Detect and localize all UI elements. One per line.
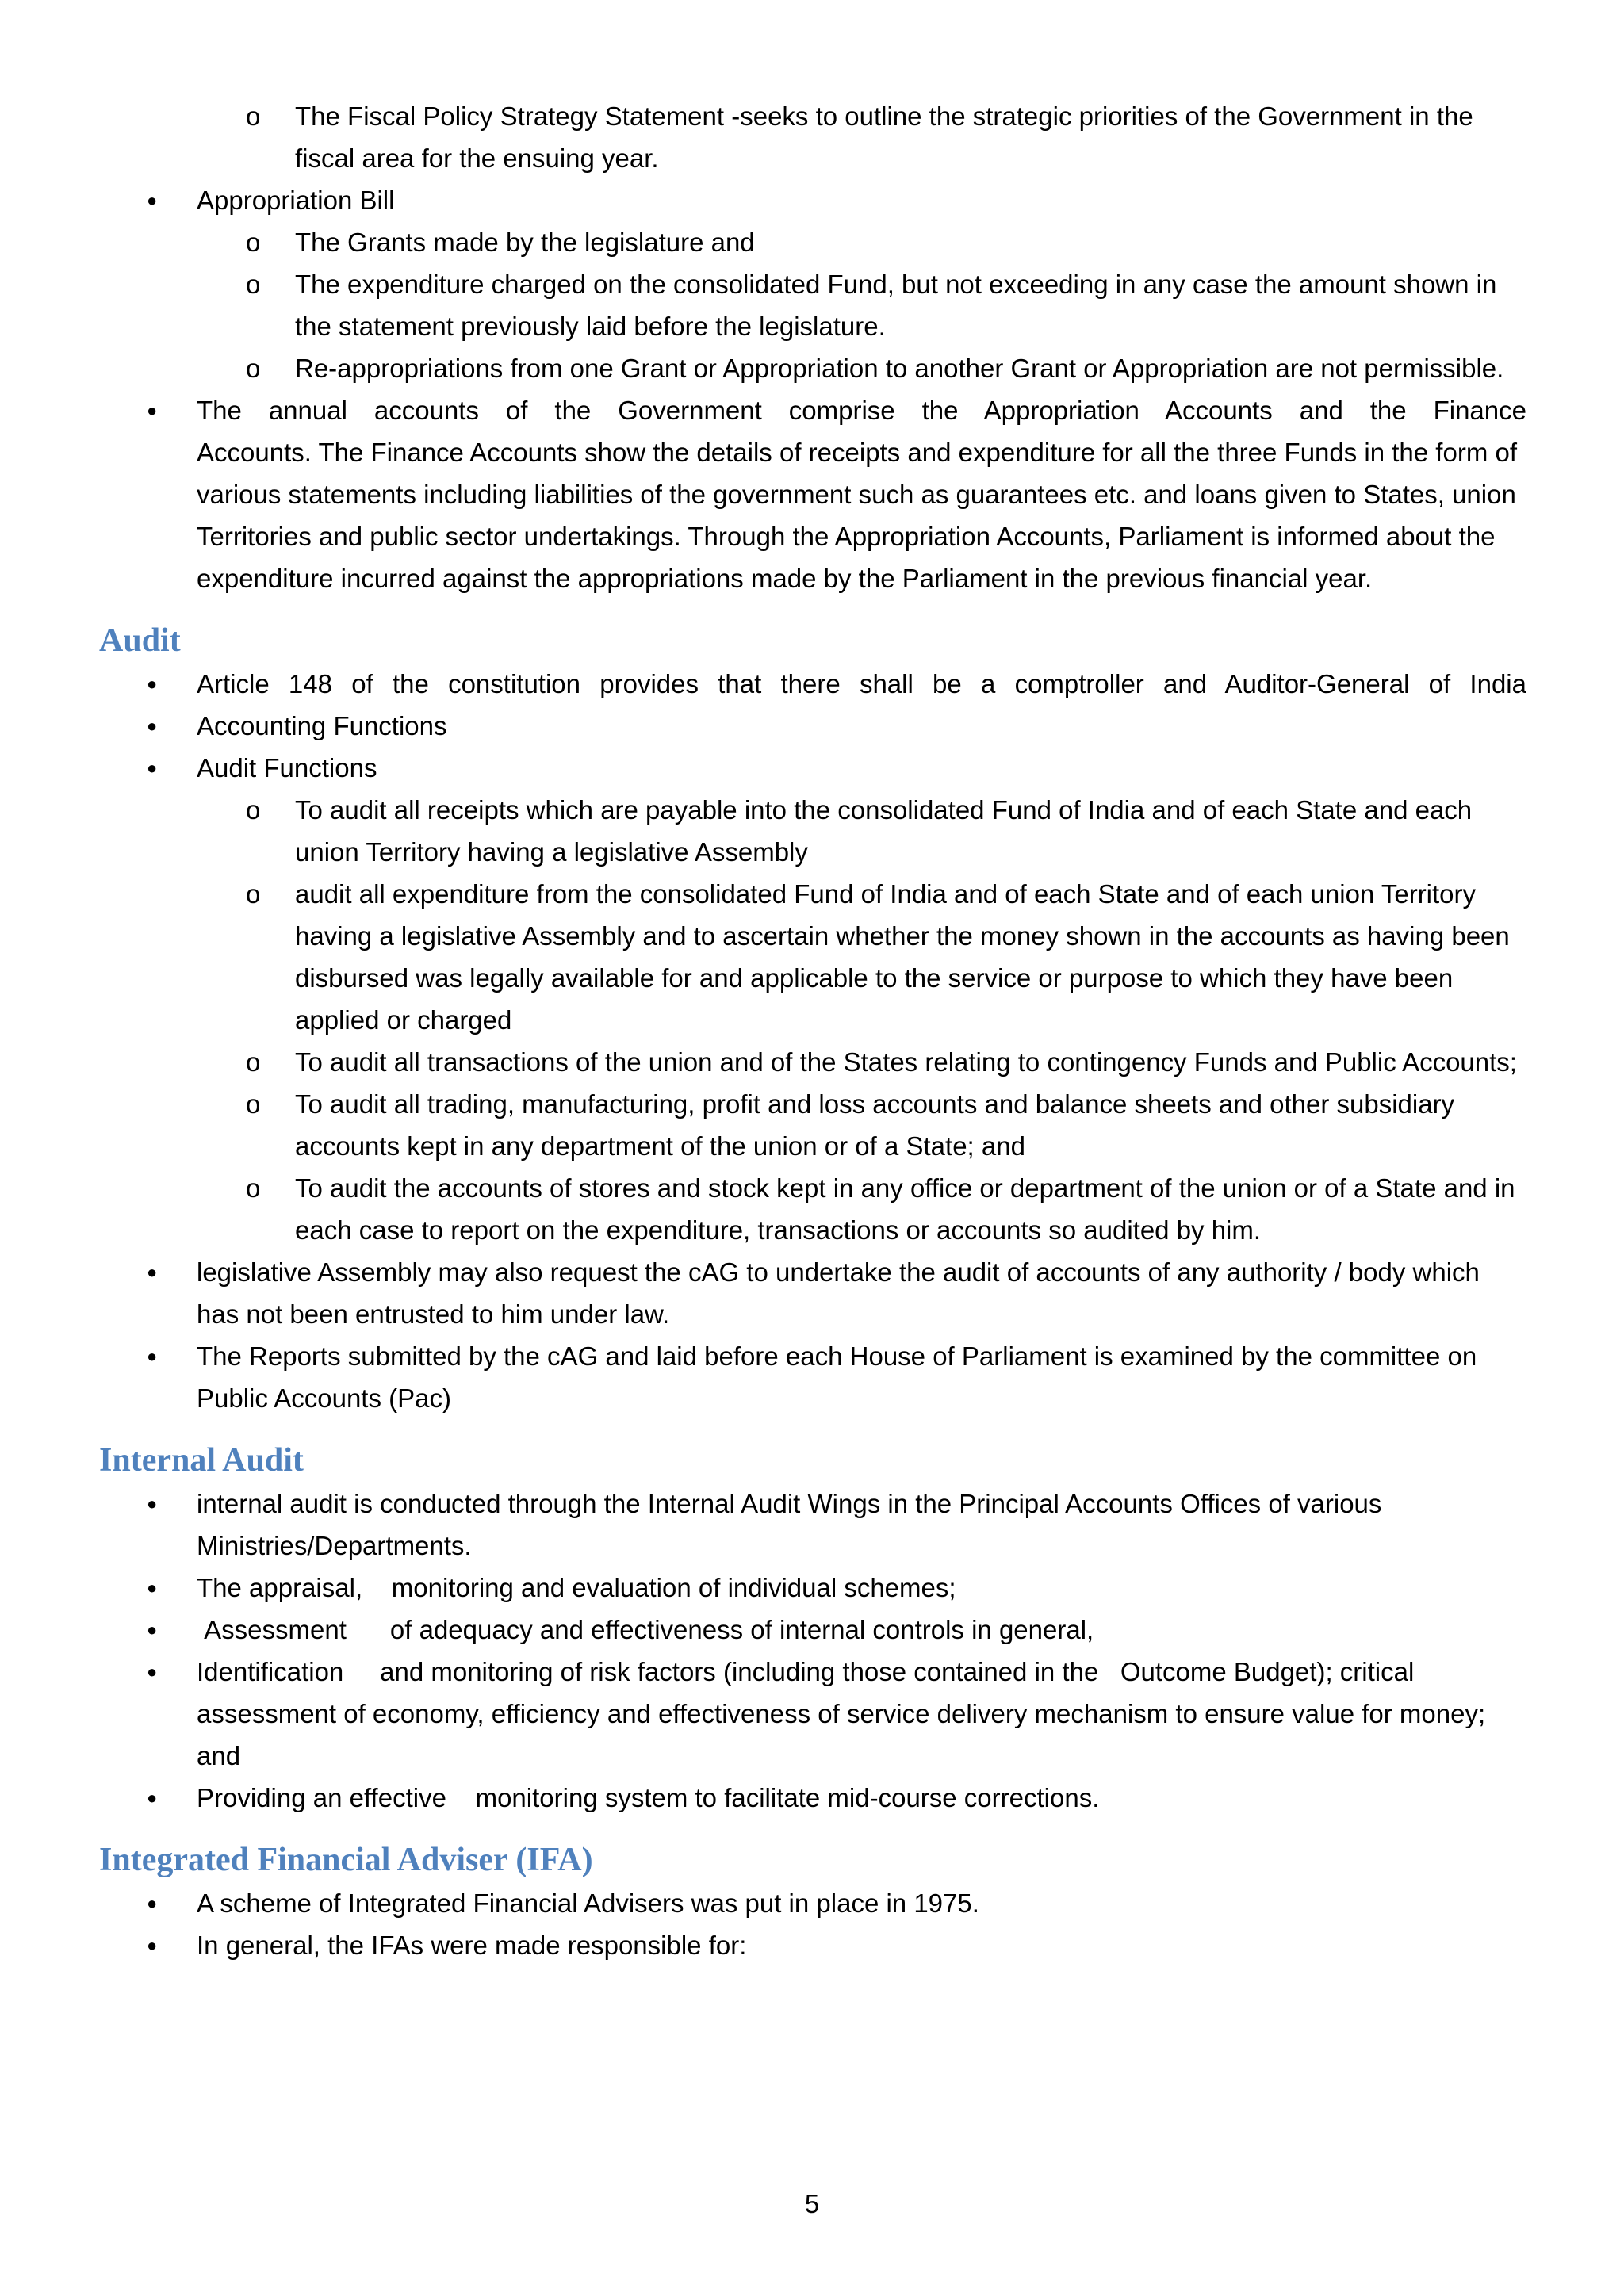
list-item: o To audit all receipts which are payable into the consolidated Fund of India and of each State and each union Territory having a legislative Assembly — [99, 789, 1526, 873]
list-item: ● internal audit is conducted through the Internal Audit Wings in the Principal Accounts Offices of various Ministries/Departments. — [99, 1483, 1526, 1567]
list-item: ● Appropriation Bill — [99, 179, 1526, 221]
list-item: o The expenditure charged on the consolidated Fund, but not exceeding in any case the amount shown in the statement previously laid before the legislature. — [99, 263, 1526, 347]
page-content — [99, 95, 1526, 1966]
list-item: o To audit the accounts of stores and stock kept in any office or department of the union or of a State and in each case to report on the expenditure, transactions or accounts so audited by him. — [99, 1167, 1526, 1251]
section-heading-audit: Audit — [99, 622, 181, 659]
list-item: ● Article 148 of the constitution provides that there shall be a comptroller and Auditor-General of India — [99, 663, 1526, 705]
list-item: ● Providing an effective monitoring system to facilitate mid-course corrections. — [99, 1777, 1526, 1819]
list-item — [99, 389, 1526, 599]
list-item: o Re-appropriations from one Grant or Appropriation to another Grant or Appropriation are not permissible. — [99, 347, 1526, 389]
list-item: o The Grants made by the legislature and — [99, 221, 1526, 263]
list-item: ● The Reports submitted by the cAG and laid before each House of Parliament is examined by the committee on Public Accounts (Pac) — [99, 1335, 1526, 1419]
list-item: ● The appraisal, monitoring and evaluation of individual schemes; — [99, 1567, 1526, 1609]
list-item: ● legislative Assembly may also request the cAG to undertake the audit of accounts of any authority / body which has not been entrusted to him under law. — [99, 1251, 1526, 1335]
list-item: ● Assessment of adequacy and effectiveness of internal controls in general, — [99, 1609, 1526, 1651]
paragraph-text: Accounts. The Finance Accounts show the details of receipts and expenditure for all the three Funds in the form of various statements including liabilities of the government such as guarantees etc. and loans given to States, union Territories and public sector undertakings. Through the Appropriation Accounts, Parliament is informed about the expenditure incurred against the appropriations made by the Parliament in the previous financial year. — [197, 438, 1518, 593]
list-item: ● Audit Functions — [99, 747, 1526, 789]
list-item: o The Fiscal Policy Strategy Statement -seeks to outline the strategic priorities of the Government in the fiscal area for the ensuing year. — [99, 95, 1526, 179]
list-item: o audit all expenditure from the consolidated Fund of India and of each State and of each union Territory having a legislative Assembly and to ascertain whether the money shown in the accounts as having been disbursed was legally available for and applicable to the service or purpose to which they have been applied or charged — [99, 873, 1526, 1041]
list-item: ● In general, the IFAs were made responsible for: — [99, 1924, 1526, 1966]
list-item: ● A scheme of Integrated Financial Advisers was put in place in 1975. — [99, 1882, 1526, 1924]
list-item: o To audit all transactions of the union and of the States relating to contingency Funds and Public Accounts; — [99, 1041, 1526, 1083]
list-item: ● Accounting Functions — [99, 705, 1526, 747]
paragraph-line: ● The annual accounts of the Government comprise the Appropriation Accounts and the Finance — [197, 396, 1526, 425]
list-item: ● Identification and monitoring of risk factors (including those contained in the Outcome Budget); critical assessment of economy, efficiency and effectiveness of service delivery mechanism to ensure value for money; and — [99, 1651, 1526, 1777]
section-heading-ifa: Integrated Financial Adviser (IFA) — [99, 1842, 593, 1878]
page-number: 5 — [804, 2189, 820, 2218]
section-heading-internal-audit: Internal Audit — [99, 1442, 304, 1479]
list-item: o To audit all trading, manufacturing, profit and loss accounts and balance sheets and other subsidiary accounts kept in any department of the union or of a State; and — [99, 1083, 1526, 1167]
